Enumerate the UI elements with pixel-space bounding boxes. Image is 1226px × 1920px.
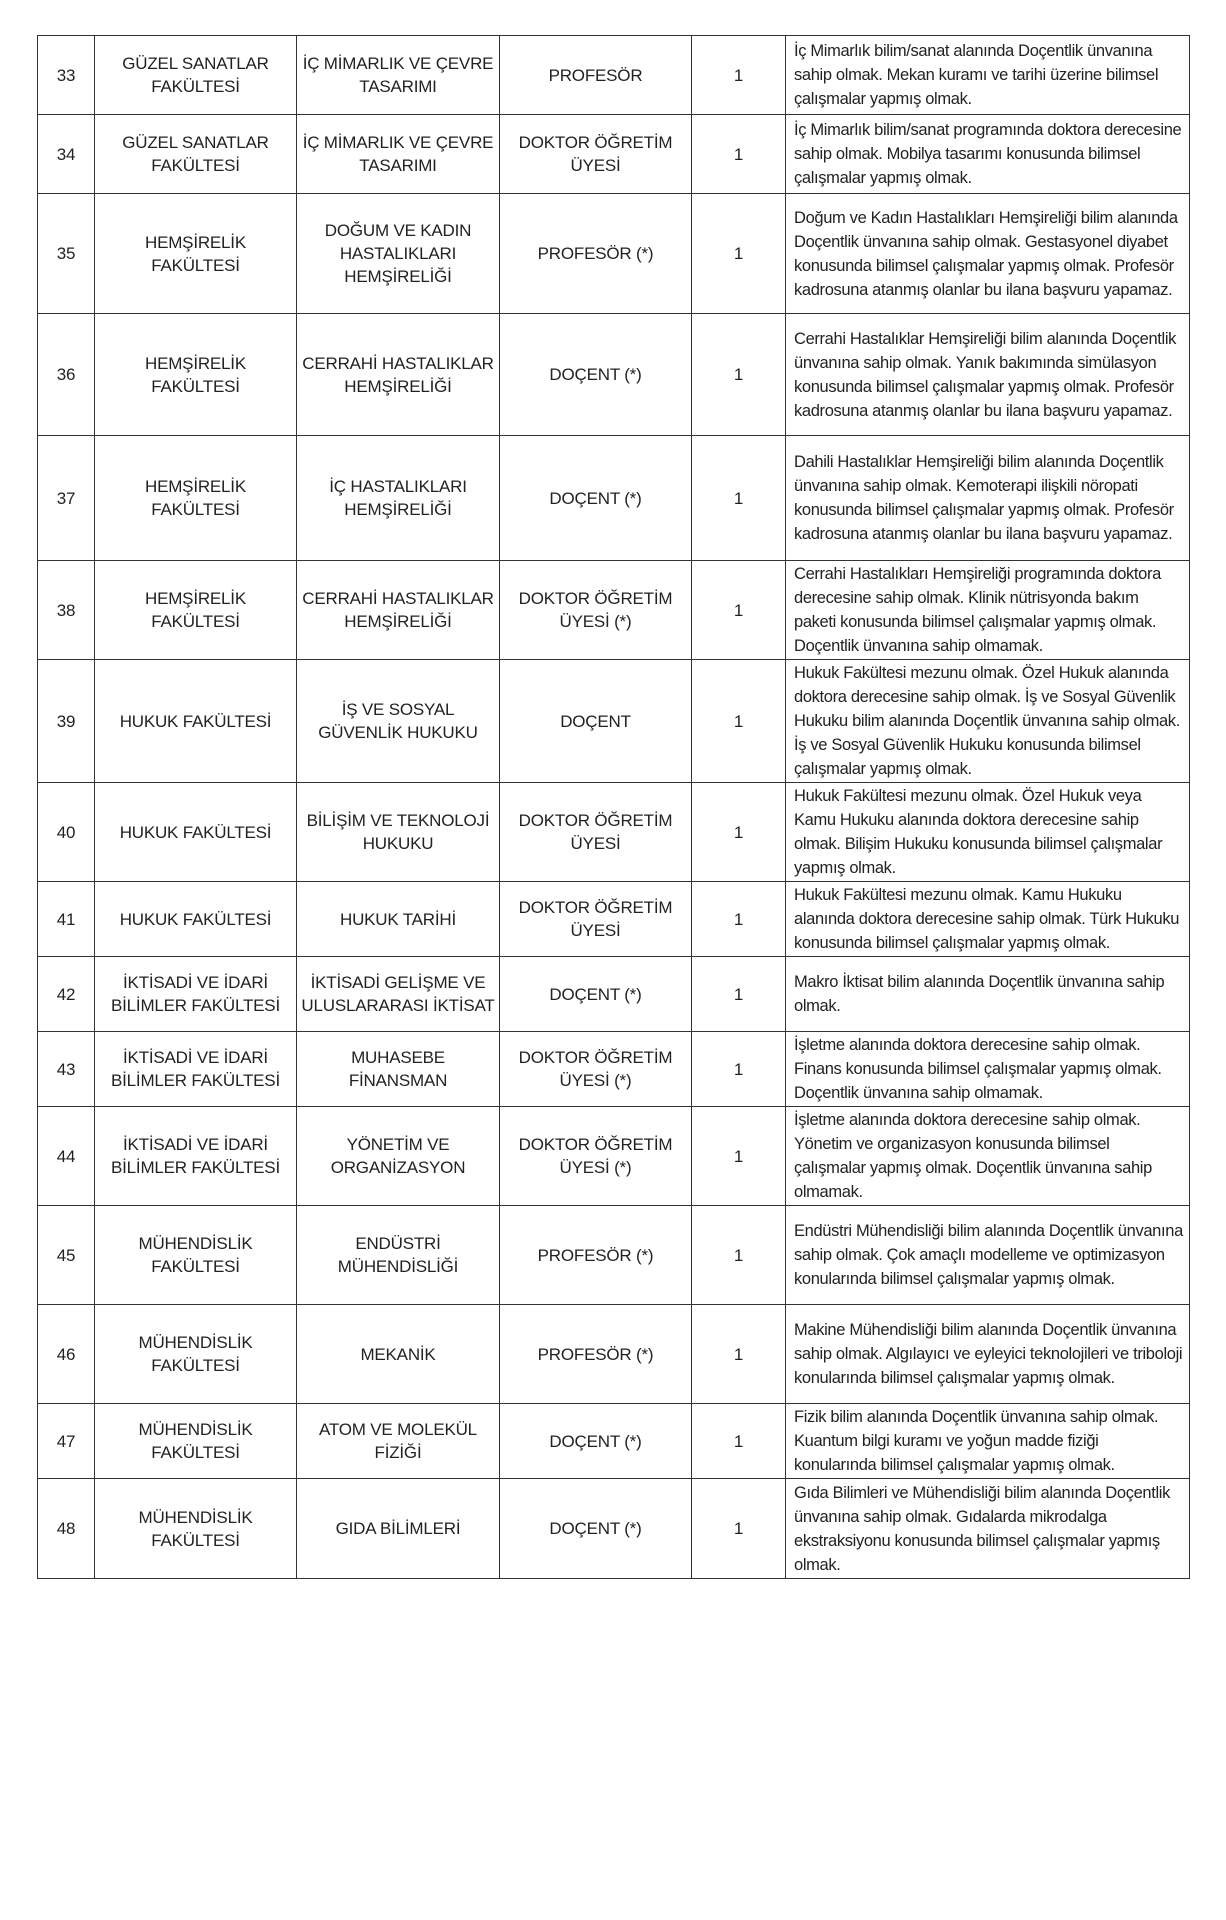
faculty-cell: HUKUK FAKÜLTESİ <box>95 882 297 957</box>
title-cell: DOÇENT (*) <box>500 314 692 436</box>
title-cell: DOÇENT (*) <box>500 1404 692 1479</box>
title-cell: PROFESÖR (*) <box>500 1305 692 1404</box>
department-cell: İÇ MİMARLIK VE ÇEVRE TASARIMI <box>297 36 500 115</box>
department-cell: İÇ MİMARLIK VE ÇEVRE TASARIMI <box>297 115 500 194</box>
department-cell: MUHASEBE FİNANSMAN <box>297 1032 500 1107</box>
count-cell: 1 <box>692 436 786 561</box>
department-cell: CERRAHİ HASTALIKLAR HEMŞİRELİĞİ <box>297 314 500 436</box>
row-number: 44 <box>38 1107 95 1206</box>
row-number: 34 <box>38 115 95 194</box>
department-cell: BİLİŞİM VE TEKNOLOJİ HUKUKU <box>297 783 500 882</box>
table-row <box>38 115 1190 194</box>
title-cell: PROFESÖR <box>500 36 692 115</box>
title-cell: DOKTOR ÖĞRETİM ÜYESİ <box>500 115 692 194</box>
count-cell: 1 <box>692 783 786 882</box>
faculty-cell: MÜHENDİSLİK FAKÜLTESİ <box>95 1206 297 1305</box>
row-number: 42 <box>38 957 95 1032</box>
row-number: 37 <box>38 436 95 561</box>
table-row <box>38 1206 1190 1305</box>
count-cell: 1 <box>692 1479 786 1579</box>
row-number: 41 <box>38 882 95 957</box>
table-row <box>38 36 1190 115</box>
department-cell: İŞ VE SOSYAL GÜVENLİK HUKUKU <box>297 660 500 783</box>
title-cell: DOKTOR ÖĞRETİM ÜYESİ <box>500 882 692 957</box>
count-cell: 1 <box>692 561 786 660</box>
requirements-cell: Hukuk Fakültesi mezunu olmak. Özel Hukuk veya Kamu Hukuku alanında doktora derecesine sahip olmak. Bilişim Hukuku konusunda bilimsel çalışmalar yapmış olmak. <box>786 783 1190 882</box>
title-cell: PROFESÖR (*) <box>500 1206 692 1305</box>
table-row <box>38 1032 1190 1107</box>
faculty-cell: HEMŞİRELİK FAKÜLTESİ <box>95 314 297 436</box>
count-cell: 1 <box>692 1404 786 1479</box>
table-row <box>38 194 1190 314</box>
requirements-cell: Endüstri Mühendisliği bilim alanında Doçentlik ünvanına sahip olmak. Çok amaçlı modelleme ve optimizasyon konularında bilimsel çalışmalar yapmış olmak. <box>786 1206 1190 1305</box>
requirements-cell: Hukuk Fakültesi mezunu olmak. Özel Hukuk alanında doktora derecesine sahip olmak. İş ve Sosyal Güvenlik Hukuku bilim alanında Doçentlik ünvanına sahip olmak. İş ve Sosyal Güvenlik Hukuku konusunda bilimsel çalışmalar yapmış olmak. <box>786 660 1190 783</box>
department-cell: İÇ HASTALIKLARI HEMŞİRELİĞİ <box>297 436 500 561</box>
row-number: 35 <box>38 194 95 314</box>
count-cell: 1 <box>692 882 786 957</box>
table-row <box>38 314 1190 436</box>
table-row <box>38 561 1190 660</box>
table-row <box>38 882 1190 957</box>
table-row <box>38 436 1190 561</box>
table-row <box>38 1479 1190 1579</box>
row-number: 43 <box>38 1032 95 1107</box>
title-cell: DOÇENT (*) <box>500 1479 692 1579</box>
department-cell: MEKANİK <box>297 1305 500 1404</box>
faculty-cell: MÜHENDİSLİK FAKÜLTESİ <box>95 1305 297 1404</box>
requirements-cell: Doğum ve Kadın Hastalıkları Hemşireliği bilim alanında Doçentlik ünvanına sahip olmak. Gestasyonel diyabet konusunda bilimsel çalışmalar yapmış olmak. Profesör kadrosuna atanmış olanlar bu ilana başvuru yapamaz. <box>786 194 1190 314</box>
requirements-cell: Gıda Bilimleri ve Mühendisliği bilim alanında Doçentlik ünvanına sahip olmak. Gıdalarda mikrodalga ekstraksiyonu konusunda bilimsel çalışmalar yapmış olmak. <box>786 1479 1190 1579</box>
requirements-cell: Makro İktisat bilim alanında Doçentlik ünvanına sahip olmak. <box>786 957 1190 1032</box>
requirements-cell: Cerrahi Hastalıklar Hemşireliği bilim alanında Doçentlik ünvanına sahip olmak. Yanık bakımında simülasyon konusunda bilimsel çalışmalar yapmış olmak. Profesör kadrosuna atanmış olanlar bu ilana başvuru yapamaz. <box>786 314 1190 436</box>
faculty-cell: İKTİSADİ VE İDARİ BİLİMLER FAKÜLTESİ <box>95 1032 297 1107</box>
department-cell: ATOM VE MOLEKÜL FİZİĞİ <box>297 1404 500 1479</box>
requirements-cell: İç Mimarlık bilim/sanat alanında Doçentlik ünvanına sahip olmak. Mekan kuramı ve tarihi üzerine bilimsel çalışmalar yapmış olmak. <box>786 36 1190 115</box>
faculty-cell: MÜHENDİSLİK FAKÜLTESİ <box>95 1479 297 1579</box>
count-cell: 1 <box>692 1206 786 1305</box>
requirements-cell: Dahili Hastalıklar Hemşireliği bilim alanında Doçentlik ünvanına sahip olmak. Kemoterapi ilişkili nöropati konusunda bilimsel çalışmalar yapmış olmak. Profesör kadrosuna atanmış olanlar bu ilana başvuru yapamaz. <box>786 436 1190 561</box>
table-row <box>38 1107 1190 1206</box>
faculty-cell: HUKUK FAKÜLTESİ <box>95 660 297 783</box>
department-cell: İKTİSADİ GELİŞME VE ULUSLARARASI İKTİSAT <box>297 957 500 1032</box>
row-number: 36 <box>38 314 95 436</box>
faculty-cell: HEMŞİRELİK FAKÜLTESİ <box>95 194 297 314</box>
faculty-cell: İKTİSADİ VE İDARİ BİLİMLER FAKÜLTESİ <box>95 957 297 1032</box>
faculty-cell: HUKUK FAKÜLTESİ <box>95 783 297 882</box>
table-row <box>38 660 1190 783</box>
count-cell: 1 <box>692 314 786 436</box>
requirements-cell: İşletme alanında doktora derecesine sahip olmak. Finans konusunda bilimsel çalışmalar yapmış olmak. Doçentlik ünvanına sahip olmamak. <box>786 1032 1190 1107</box>
department-cell: GIDA BİLİMLERİ <box>297 1479 500 1579</box>
count-cell: 1 <box>692 957 786 1032</box>
row-number: 40 <box>38 783 95 882</box>
row-number: 38 <box>38 561 95 660</box>
title-cell: DOKTOR ÖĞRETİM ÜYESİ <box>500 783 692 882</box>
title-cell: DOÇENT (*) <box>500 436 692 561</box>
title-cell: DOKTOR ÖĞRETİM ÜYESİ (*) <box>500 1032 692 1107</box>
count-cell: 1 <box>692 36 786 115</box>
department-cell: HUKUK TARİHİ <box>297 882 500 957</box>
department-cell: CERRAHİ HASTALIKLAR HEMŞİRELİĞİ <box>297 561 500 660</box>
title-cell: PROFESÖR (*) <box>500 194 692 314</box>
row-number: 46 <box>38 1305 95 1404</box>
table-row <box>38 957 1190 1032</box>
department-cell: DOĞUM VE KADIN HASTALIKLARI HEMŞİRELİĞİ <box>297 194 500 314</box>
row-number: 39 <box>38 660 95 783</box>
table-body <box>38 36 1190 1579</box>
count-cell: 1 <box>692 1305 786 1404</box>
title-cell: DOÇENT <box>500 660 692 783</box>
table-row <box>38 783 1190 882</box>
requirements-cell: Hukuk Fakültesi mezunu olmak. Kamu Hukuku alanında doktora derecesine sahip olmak. Türk Hukuku konusunda bilimsel çalışmalar yapmış olmak. <box>786 882 1190 957</box>
count-cell: 1 <box>692 1032 786 1107</box>
faculty-cell: HEMŞİRELİK FAKÜLTESİ <box>95 436 297 561</box>
requirements-cell: Makine Mühendisliği bilim alanında Doçentlik ünvanına sahip olmak. Algılayıcı ve eyleyici teknolojileri ve triboloji konularında bilimsel çalışmalar yapmış olmak. <box>786 1305 1190 1404</box>
title-cell: DOKTOR ÖĞRETİM ÜYESİ (*) <box>500 1107 692 1206</box>
faculty-cell: HEMŞİRELİK FAKÜLTESİ <box>95 561 297 660</box>
requirements-cell: Cerrahi Hastalıkları Hemşireliği programında doktora derecesine sahip olmak. Klinik nütrisyonda bakım paketi konusunda bilimsel çalışmalar yapmış olmak. Doçentlik ünvanına sahip olmamak. <box>786 561 1190 660</box>
faculty-cell: GÜZEL SANATLAR FAKÜLTESİ <box>95 115 297 194</box>
department-cell: ENDÜSTRİ MÜHENDİSLİĞİ <box>297 1206 500 1305</box>
requirements-cell: Fizik bilim alanında Doçentlik ünvanına sahip olmak. Kuantum bilgi kuramı ve yoğun madde fiziği konularında bilimsel çalışmalar yapmış olmak. <box>786 1404 1190 1479</box>
count-cell: 1 <box>692 194 786 314</box>
row-number: 48 <box>38 1479 95 1579</box>
department-cell: YÖNETİM VE ORGANİZASYON <box>297 1107 500 1206</box>
positions-table <box>37 35 1190 1579</box>
faculty-cell: MÜHENDİSLİK FAKÜLTESİ <box>95 1404 297 1479</box>
faculty-cell: GÜZEL SANATLAR FAKÜLTESİ <box>95 36 297 115</box>
row-number: 33 <box>38 36 95 115</box>
count-cell: 1 <box>692 660 786 783</box>
faculty-cell: İKTİSADİ VE İDARİ BİLİMLER FAKÜLTESİ <box>95 1107 297 1206</box>
count-cell: 1 <box>692 115 786 194</box>
table-row <box>38 1404 1190 1479</box>
table-row <box>38 1305 1190 1404</box>
count-cell: 1 <box>692 1107 786 1206</box>
title-cell: DOKTOR ÖĞRETİM ÜYESİ (*) <box>500 561 692 660</box>
row-number: 45 <box>38 1206 95 1305</box>
requirements-cell: İşletme alanında doktora derecesine sahip olmak. Yönetim ve organizasyon konusunda bilimsel çalışmalar yapmış olmak. Doçentlik ünvanına sahip olmamak. <box>786 1107 1190 1206</box>
row-number: 47 <box>38 1404 95 1479</box>
title-cell: DOÇENT (*) <box>500 957 692 1032</box>
requirements-cell: İç Mimarlık bilim/sanat programında doktora derecesine sahip olmak. Mobilya tasarımı konusunda bilimsel çalışmalar yapmış olmak. <box>786 115 1190 194</box>
